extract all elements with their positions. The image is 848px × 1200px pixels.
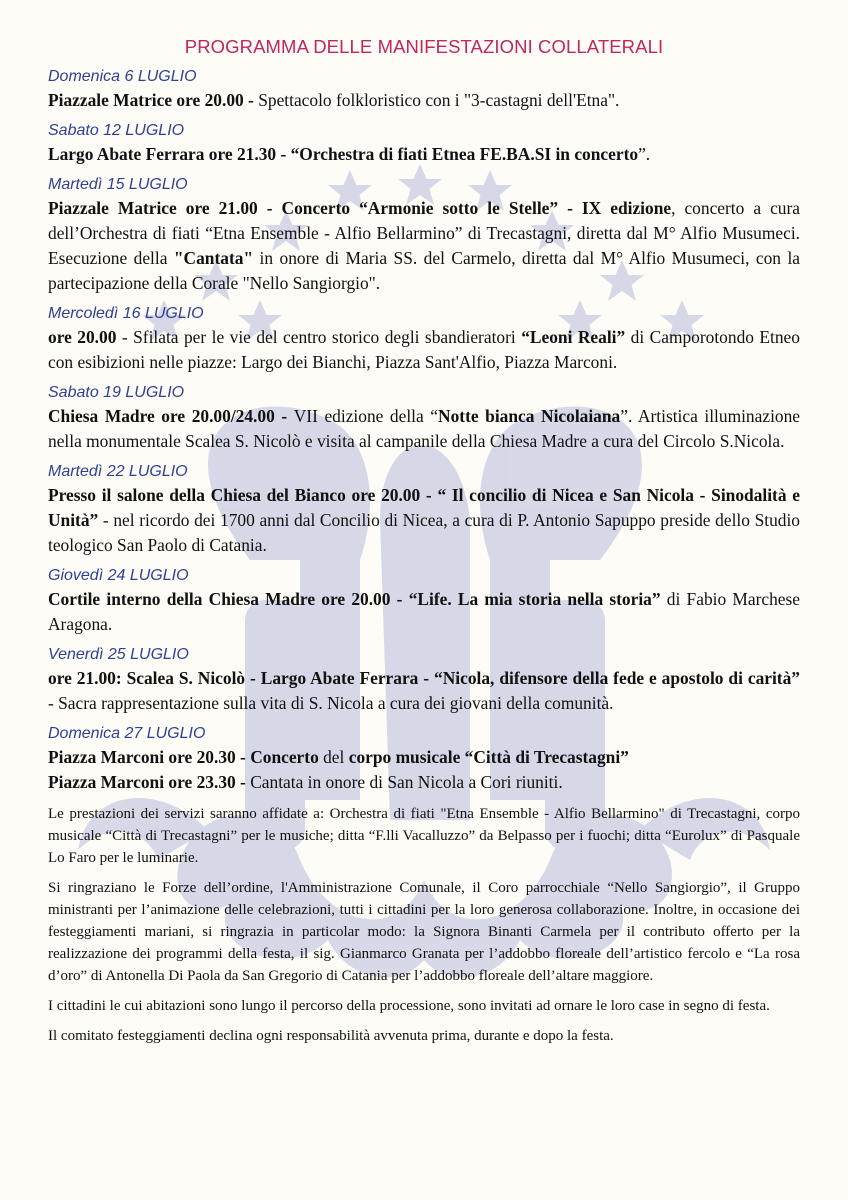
event-item xyxy=(48,565,800,637)
event-bold-text: ore 20.00 xyxy=(48,327,117,347)
event-text: - nel ricordo dei 1700 anni dal Concilio di Nicea, a cura di P. Antonio Sapuppo preside dello Studio teologico San Paolo di Catania. xyxy=(48,510,800,555)
event-item xyxy=(48,461,800,558)
event-item xyxy=(48,382,800,454)
page-title: PROGRAMMA DELLE MANIFESTAZIONI COLLATERALI xyxy=(184,36,664,57)
note-paragraph: Il comitato festeggiamenti declina ogni responsabilità avvenuta prima, durante e dopo la festa. xyxy=(48,1028,614,1044)
event-item xyxy=(48,66,800,113)
event-bold-text: Presso il salone della Chiesa del Bianco ore 20.00 - “ Il concilio di Nicea e San Nicola - Sinodalità e Unità” xyxy=(48,485,800,530)
event-text: Spettacolo folkloristico con i "3-castagni dell'Etna". xyxy=(258,90,620,110)
event-date: Sabato 12 LUGLIO xyxy=(48,122,185,139)
event-description xyxy=(48,142,800,167)
event-text: VII edizione della “ xyxy=(293,406,439,426)
event-text: ”. xyxy=(638,144,651,164)
event-bold-text: Largo Abate Ferrara ore 21.30 - xyxy=(48,144,291,164)
event-bold-text: “Leoni Reali” xyxy=(521,327,626,347)
event-description xyxy=(48,666,800,716)
event-bold-text: “Life. La mia storia nella storia” xyxy=(408,589,661,609)
event-text: in onore di Maria SS. del Carmelo, diretta dal M° Alfio Musumeci, con la partecipazione della Corale "Nello Sangiorgio". xyxy=(48,248,800,293)
event-bold-text: Cortile interno della Chiesa Madre ore 20.00 - xyxy=(48,589,409,609)
event-text: - Sacra rappresentazione sulla vita di S. Nicola a cura dei giovani della comunità. xyxy=(48,693,614,713)
event-description xyxy=(48,88,800,113)
event-text: ”. Artistica illuminazione nella monumentale Scalea S. Nicolò e visita al campanile della Chiesa Madre a cura del Circolo S.Nicola. xyxy=(48,406,801,451)
event-text: , concerto a cura dell’Orchestra di fiati “Etna Ensemble - Alfio Bellarmino” di Trecastagni, diretta dal M° Alfio Musumeci. Esecuzione della xyxy=(48,198,800,268)
event-date: Mercoledì 16 LUGLIO xyxy=(48,305,204,322)
event-item xyxy=(48,120,800,167)
event-bold-text: corpo musicale “Città di Trecastagni” xyxy=(348,747,629,767)
event-description xyxy=(48,404,800,454)
event-description xyxy=(48,483,800,558)
event-bold-text: Piazza Marconi ore 20.30 - Concerto xyxy=(48,747,319,767)
event-text: - Sfilata per le vie del centro storico degli sbandieratori xyxy=(116,327,522,347)
note-paragraph: Si ringraziano le Forze dell’ordine, l'Amministrazione Comunale, il Coro parrocchiale “Nello Sangiorgio”, il Gruppo ministranti per l’animazione delle celebrazioni, tutti i cittadini per la loro generosa collaborazione. Inoltre, in occasione dei festeggiamenti mariani, si ringrazia in particolar modo: la Signora Binanti Carmela per il contributo offerto per la realizzazione dei programmi della festa, il sig. Gianmarco Granata per l’addobbo floreale dell’artistico fercolo e “La rosa d’oro” di Antonella Di Paola da San Gregorio di Catania per l’addobbo floreale dell’altare maggiore. xyxy=(48,880,800,984)
event-description xyxy=(48,745,800,795)
event-bold-text: ore 21.00: Scalea S. Nicolò - Largo Abate Ferrara - xyxy=(48,668,435,688)
note-paragraph: I cittadini le cui abitazioni sono lungo il percorso della processione, sono invitati ad ornare le loro case in segno di festa. xyxy=(48,998,770,1014)
event-text: di Camporotondo Etneo con esibizioni nelle piazze: Largo dei Bianchi, Piazza Sant'Alfio, Piazza Marconi. xyxy=(48,327,800,372)
event-text: Cantata in onore di San Nicola a Cori riuniti. xyxy=(245,772,563,792)
program-document xyxy=(48,30,800,1055)
event-date: Martedì 15 LUGLIO xyxy=(48,176,188,193)
event-bold-text: Piazzale Matrice ore 21.00 - Concerto “Armonie sotto le Stelle” - IX edizione xyxy=(48,198,672,218)
event-item xyxy=(48,723,800,795)
event-date: Venerdì 25 LUGLIO xyxy=(48,646,189,663)
event-item xyxy=(48,174,800,296)
event-description xyxy=(48,196,800,296)
notes-section xyxy=(48,803,800,1047)
note-paragraph: Le prestazioni dei servizi saranno affidate a: Orchestra di fiati "Etna Ensemble - Alfio Bellarmino" di Trecastagni, corpo musicale “Città di Trecastagni” per le musiche; ditta “F.lli Vacalluzzo” da Belpasso per i fuochi; ditta “Eurolux” di Pasquale Lo Faro per le luminarie. xyxy=(48,806,800,866)
event-text: di Fabio Marchese Aragona. xyxy=(48,589,800,634)
event-text: del xyxy=(318,747,349,767)
event-bold-text: “Orchestra di fiati Etnea FE.BA.SI in concerto xyxy=(290,144,639,164)
event-date: Domenica 6 LUGLIO xyxy=(48,68,197,85)
event-bold-text: Chiesa Madre ore 20.00/24.00 - xyxy=(48,406,294,426)
event-date: Giovedì 24 LUGLIO xyxy=(48,567,189,584)
event-item xyxy=(48,303,800,375)
event-bold-text: “Nicola, difensore della fede e apostolo di carità” xyxy=(434,668,800,688)
event-bold-text: "Cantata" xyxy=(173,248,254,268)
event-date: Sabato 19 LUGLIO xyxy=(48,384,185,401)
events-list xyxy=(48,66,800,795)
event-description xyxy=(48,325,800,375)
event-description xyxy=(48,587,800,637)
event-bold-text: Piazzale Matrice ore 20.00 - xyxy=(48,90,259,110)
event-item xyxy=(48,644,800,716)
event-bold-text: Piazza Marconi ore 23.30 - xyxy=(48,772,246,792)
event-date: Martedì 22 LUGLIO xyxy=(48,463,188,480)
event-date: Domenica 27 LUGLIO xyxy=(48,725,206,742)
event-bold-text: Notte bianca Nicolaiana xyxy=(438,406,621,426)
